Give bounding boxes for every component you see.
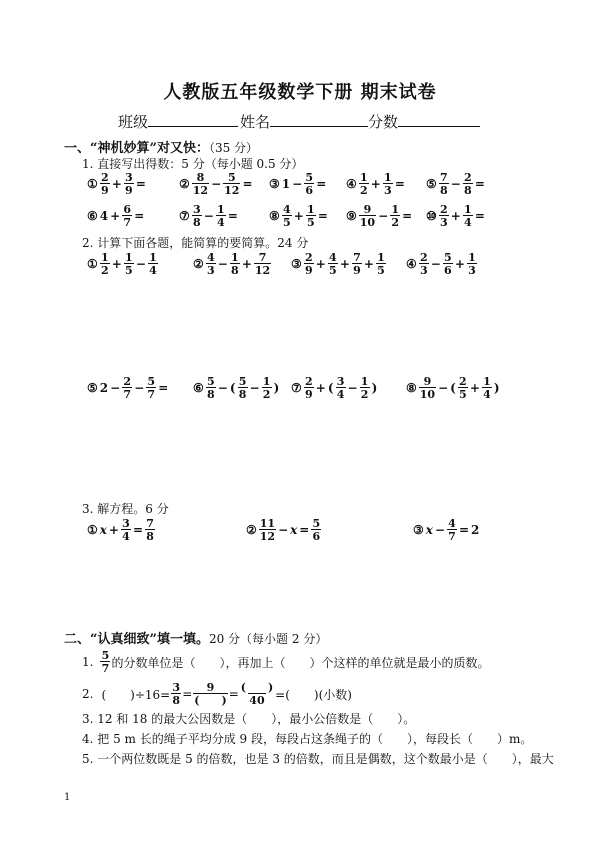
math-token: + — [315, 381, 326, 395]
math-token: ) — [371, 381, 378, 395]
fraction — [467, 252, 477, 276]
fill-item-3: 3. 12 和 18 的最大公因数是（ ），最小公倍数是（ ）。 — [82, 712, 416, 726]
denominator: 9 — [100, 184, 109, 197]
exam-title: 人教版五年级数学下册 期末试卷 — [163, 82, 437, 103]
denominator: 7 — [123, 216, 132, 229]
fraction — [122, 376, 132, 400]
math-expression — [86, 252, 159, 276]
item-marker: ⑩ — [426, 209, 437, 223]
math-expression — [268, 172, 327, 196]
numerator: 2 — [304, 375, 313, 388]
page-number: 1 — [64, 792, 71, 803]
denominator: 6 — [305, 184, 314, 197]
denominator: 8 — [206, 388, 215, 401]
item-marker: ⑤ — [87, 381, 98, 395]
numerator: 7 — [353, 251, 361, 264]
numerator: 9 — [423, 375, 432, 388]
denominator: 12 — [254, 264, 271, 277]
item-marker: ⑥ — [193, 381, 204, 395]
fraction — [328, 252, 338, 276]
math-expression — [345, 204, 413, 228]
denominator: 5 — [307, 216, 315, 229]
denominator: 6 — [444, 264, 452, 277]
numerator: 1 — [125, 251, 133, 264]
numerator: 5 — [147, 375, 156, 388]
numerator: 2 — [123, 375, 132, 388]
numerator: 5 — [444, 251, 452, 264]
score-label: 分数 — [368, 113, 399, 131]
numerator: 1 — [468, 251, 476, 264]
math-token: ( — [229, 381, 236, 395]
item-marker: ② — [179, 177, 190, 191]
denominator: 4 — [464, 216, 472, 229]
math-token: = — [458, 523, 470, 537]
fill-item-1-text: 的分数单位是（ ），再加上（ ）个这样的单位就是最小的质数。 — [111, 655, 490, 670]
numerator: 5 — [206, 375, 215, 388]
numerator: 2 — [304, 251, 313, 264]
fraction — [458, 376, 468, 400]
item-marker: ① — [87, 257, 98, 271]
fill-item-2-end: =( )(小数) — [275, 687, 352, 702]
class-label: 班级 — [118, 113, 149, 131]
numerator: 4 — [282, 203, 291, 216]
numerator: 1 — [100, 251, 109, 264]
fill-item-2-frac-3: ( ) 40 — [240, 681, 274, 707]
item-marker: ① — [87, 523, 98, 537]
denominator: 12 — [259, 530, 276, 543]
math-expression — [268, 204, 329, 228]
math-token: 4 — [99, 209, 109, 223]
fill-item-2-eq: = — [182, 687, 193, 701]
numerator: 3 — [336, 375, 345, 388]
math-expression — [345, 172, 406, 196]
math-token: − — [110, 381, 121, 395]
fraction — [352, 252, 362, 276]
math-token: + — [111, 177, 122, 191]
fraction — [463, 204, 473, 228]
math-token: = — [299, 523, 310, 537]
math-token: − — [430, 257, 441, 271]
denominator: 4 — [336, 388, 345, 401]
math-token: = — [402, 209, 413, 223]
class-blank — [148, 112, 238, 127]
denominator: 5 — [125, 264, 133, 277]
math-token: − — [134, 381, 145, 395]
math-expression — [178, 172, 254, 196]
math-token: = — [242, 177, 253, 191]
numerator: 1 — [483, 375, 491, 388]
item-marker: ⑦ — [291, 381, 302, 395]
fill-item-2-number: 2. — [82, 687, 94, 701]
item-marker: ④ — [406, 257, 417, 271]
numerator: 1 — [359, 171, 368, 184]
numerator: 1 — [217, 203, 225, 216]
section1-heading — [64, 137, 258, 156]
fraction — [230, 252, 240, 276]
math-expression — [192, 376, 280, 400]
numerator: 4 — [206, 251, 215, 264]
math-token: ) — [273, 381, 280, 395]
math-token: = — [134, 209, 145, 223]
score-blank — [398, 112, 480, 127]
fraction — [259, 518, 276, 542]
math-token: + — [108, 523, 119, 537]
q2-instruction: 2. 计算下面各题，能简算的要简算。24 分 — [82, 236, 309, 250]
numerator: 1 — [384, 171, 392, 184]
math-token: x — [99, 523, 107, 537]
denominator: 8 — [238, 388, 247, 401]
numerator: 7 — [146, 517, 154, 530]
fraction — [359, 172, 369, 196]
fraction — [206, 376, 216, 400]
math-token: + — [315, 257, 326, 271]
fill-item-5: 5. 一个两位数既是 5 的倍数，也是 3 的倍数，而且是偶数，这个数最小是（ ），最大 — [82, 752, 554, 766]
score-field — [368, 111, 480, 132]
fraction — [306, 204, 316, 228]
fraction — [360, 376, 370, 400]
fraction — [304, 252, 314, 276]
q1-instruction: 1. 直接写出得数：5 分（每小题 0.5 分） — [82, 157, 304, 171]
fraction — [100, 252, 110, 276]
fraction — [121, 518, 131, 542]
denominator: 3 — [468, 264, 476, 277]
math-expression — [86, 376, 169, 400]
denominator: 3 — [384, 184, 392, 197]
denominator: 5 — [377, 264, 385, 277]
fill-item-1-number: 1. — [82, 655, 94, 669]
numerator: 3 — [125, 171, 133, 184]
denominator: 8 — [464, 184, 472, 197]
math-token: = — [474, 209, 485, 223]
math-token: 1 — [281, 177, 291, 191]
math-token: = — [316, 177, 327, 191]
denominator: 3 — [419, 264, 428, 277]
fill-item-4: 4. 把 5 m 长的绳子平均分成 9 段，每段占这条绳子的（ ），每段长（ ）m。 — [82, 732, 533, 746]
fraction — [206, 252, 216, 276]
numerator: 9 — [363, 203, 372, 216]
math-token: + — [339, 257, 350, 271]
denominator: 8 — [146, 530, 154, 543]
math-token: ( — [327, 381, 334, 395]
math-token: ) — [493, 381, 500, 395]
fill-item-2-frac-1: $\frac{3}{8}$ — [172, 681, 181, 707]
item-marker: ⑧ — [406, 381, 417, 395]
math-token: + — [241, 257, 252, 271]
denominator: 4 — [149, 264, 157, 277]
denominator: 10 — [359, 216, 376, 229]
math-token: + — [293, 209, 304, 223]
numerator: 1 — [377, 251, 385, 264]
item-marker: ⑨ — [346, 209, 357, 223]
math-token: = — [474, 177, 485, 191]
math-token: − — [438, 381, 449, 395]
denominator: 4 — [217, 216, 225, 229]
denominator: 2 — [391, 216, 399, 229]
class-field — [118, 111, 238, 132]
item-marker: ③ — [291, 257, 302, 271]
numerator: 6 — [123, 203, 132, 216]
math-token: + — [454, 257, 465, 271]
denominator: 2 — [100, 264, 109, 277]
section2-title: 二、“认真细致”填一填。 — [64, 632, 209, 647]
denominator: 8 — [192, 216, 201, 229]
numerator: 7 — [439, 171, 448, 184]
fraction — [447, 518, 457, 542]
denominator: 3 — [206, 264, 215, 277]
fraction — [124, 172, 134, 196]
item-marker: ⑥ — [87, 209, 98, 223]
item-marker: ① — [87, 177, 98, 191]
math-expression — [290, 252, 387, 276]
math-token: − — [347, 381, 358, 395]
name-blank — [270, 112, 368, 127]
math-token: = — [227, 209, 238, 223]
section1-title: 一、“神机妙算”对又快： — [64, 141, 209, 156]
denominator: 12 — [192, 184, 209, 197]
math-token: + — [370, 177, 381, 191]
item-marker: ③ — [413, 523, 424, 537]
fraction — [336, 376, 346, 400]
denominator: 6 — [312, 530, 321, 543]
math-token: + — [450, 209, 461, 223]
fraction — [439, 172, 449, 196]
math-token: + — [110, 209, 121, 223]
numerator: 4 — [448, 517, 456, 530]
math-token: + — [363, 257, 374, 271]
math-expression — [412, 518, 480, 542]
numerator: 1 — [262, 375, 271, 388]
fill-item-2-eq-2: = — [228, 687, 239, 701]
section1-points: （35 分） — [208, 141, 259, 155]
math-token: − — [378, 209, 389, 223]
denominator: 7 — [147, 388, 156, 401]
math-token: = — [158, 381, 169, 395]
denominator: 7 — [123, 388, 132, 401]
math-expression — [86, 518, 156, 542]
denominator: 7 — [448, 530, 456, 543]
numerator: 2 — [419, 251, 428, 264]
denominator: 5 — [282, 216, 291, 229]
fraction — [482, 376, 492, 400]
math-expression — [86, 172, 147, 196]
math-expression — [405, 376, 501, 400]
fill-item-1-fraction: 5 7 — [101, 649, 110, 675]
numerator: 8 — [196, 171, 205, 184]
math-expression — [192, 252, 272, 276]
math-token: − — [211, 177, 222, 191]
math-token: = — [132, 523, 144, 537]
numerator: 1 — [391, 203, 399, 216]
math-expression — [86, 204, 145, 228]
fraction — [216, 204, 226, 228]
fraction — [304, 376, 314, 400]
denominator: 9 — [125, 184, 133, 197]
numerator: 5 — [238, 375, 247, 388]
math-token: x — [425, 523, 433, 537]
math-token: − — [217, 381, 228, 395]
fraction — [419, 252, 429, 276]
fraction — [146, 376, 156, 400]
fraction — [100, 172, 110, 196]
item-marker: ⑤ — [426, 177, 437, 191]
math-token: − — [135, 257, 146, 271]
numerator: 11 — [259, 517, 276, 530]
fraction — [282, 204, 292, 228]
math-expression — [245, 518, 322, 542]
denominator: 5 — [329, 264, 337, 277]
numerator: 1 — [307, 203, 315, 216]
numerator: 5 — [305, 171, 314, 184]
q3-instruction: 3. 解方程。6 分 — [82, 502, 169, 516]
denominator: 4 — [483, 388, 491, 401]
math-expression — [405, 252, 478, 276]
fraction — [262, 376, 272, 400]
section2-points: 20 分（每小题 2 分） — [208, 632, 328, 646]
math-expression — [290, 376, 378, 400]
numerator: 5 — [227, 171, 236, 184]
fraction — [390, 204, 400, 228]
numerator: 2 — [464, 171, 472, 184]
math-token: − — [217, 257, 228, 271]
numerator: 2 — [439, 203, 448, 216]
fill-item-2-frac-2: 9 ( ) — [194, 681, 227, 707]
math-token: − — [278, 523, 289, 537]
numerator: 1 — [231, 251, 239, 264]
fraction — [254, 252, 271, 276]
fraction — [311, 518, 321, 542]
item-marker: ② — [193, 257, 204, 271]
fraction — [192, 172, 209, 196]
math-token: = — [394, 177, 405, 191]
denominator: 9 — [304, 388, 313, 401]
item-marker: ③ — [269, 177, 280, 191]
fraction — [122, 204, 132, 228]
numerator: 2 — [459, 375, 467, 388]
denominator: 10 — [419, 388, 436, 401]
fraction — [145, 518, 155, 542]
name-field — [240, 111, 368, 132]
numerator: 3 — [192, 203, 201, 216]
math-token: = — [317, 209, 328, 223]
math-token: − — [203, 209, 214, 223]
math-token: 2 — [471, 523, 480, 537]
math-token: − — [292, 177, 303, 191]
denominator: 2 — [262, 388, 271, 401]
item-marker: ⑧ — [269, 209, 280, 223]
math-token: − — [450, 177, 461, 191]
denominator: 12 — [224, 184, 240, 197]
fraction — [419, 376, 436, 400]
math-token: − — [249, 381, 260, 395]
numerator: 1 — [464, 203, 472, 216]
fraction — [463, 172, 473, 196]
item-marker: ④ — [346, 177, 357, 191]
numerator: 3 — [122, 517, 130, 530]
numerator: 7 — [258, 251, 267, 264]
math-token: x — [290, 523, 298, 537]
numerator: 1 — [360, 375, 369, 388]
fraction — [192, 204, 202, 228]
math-token: − — [434, 523, 445, 537]
denominator: 8 — [439, 184, 448, 197]
math-token: + — [111, 257, 122, 271]
denominator: 3 — [439, 216, 448, 229]
denominator: 2 — [360, 388, 369, 401]
section2-heading — [64, 628, 327, 647]
fraction — [359, 204, 376, 228]
math-expression — [425, 172, 486, 196]
math-expression — [178, 204, 239, 228]
fraction — [124, 252, 134, 276]
denominator: 5 — [459, 388, 467, 401]
math-token: 2 — [99, 381, 109, 395]
denominator: 2 — [359, 184, 368, 197]
name-label: 姓名 — [240, 113, 271, 131]
denominator: 8 — [231, 264, 239, 277]
numerator: 5 — [312, 517, 321, 530]
item-marker: ⑦ — [179, 209, 190, 223]
fraction — [148, 252, 158, 276]
numerator: 4 — [329, 251, 337, 264]
math-token: = — [135, 177, 146, 191]
math-expression — [425, 204, 486, 228]
denominator: 9 — [353, 264, 361, 277]
numerator: 1 — [149, 251, 157, 264]
fill-item-2 — [82, 682, 352, 706]
fraction — [443, 252, 453, 276]
fraction — [439, 204, 449, 228]
fraction — [383, 172, 393, 196]
fill-item-2-start: ( )÷16= — [101, 687, 171, 702]
math-token: ( — [450, 381, 456, 395]
fraction — [304, 172, 314, 196]
item-marker: ② — [246, 523, 257, 537]
denominator: 4 — [122, 530, 130, 543]
fraction — [376, 252, 386, 276]
fraction — [238, 376, 248, 400]
denominator: 9 — [304, 264, 313, 277]
fraction — [223, 172, 240, 196]
math-token: + — [469, 381, 480, 395]
fill-item-1 — [82, 650, 489, 674]
numerator: 2 — [100, 171, 109, 184]
